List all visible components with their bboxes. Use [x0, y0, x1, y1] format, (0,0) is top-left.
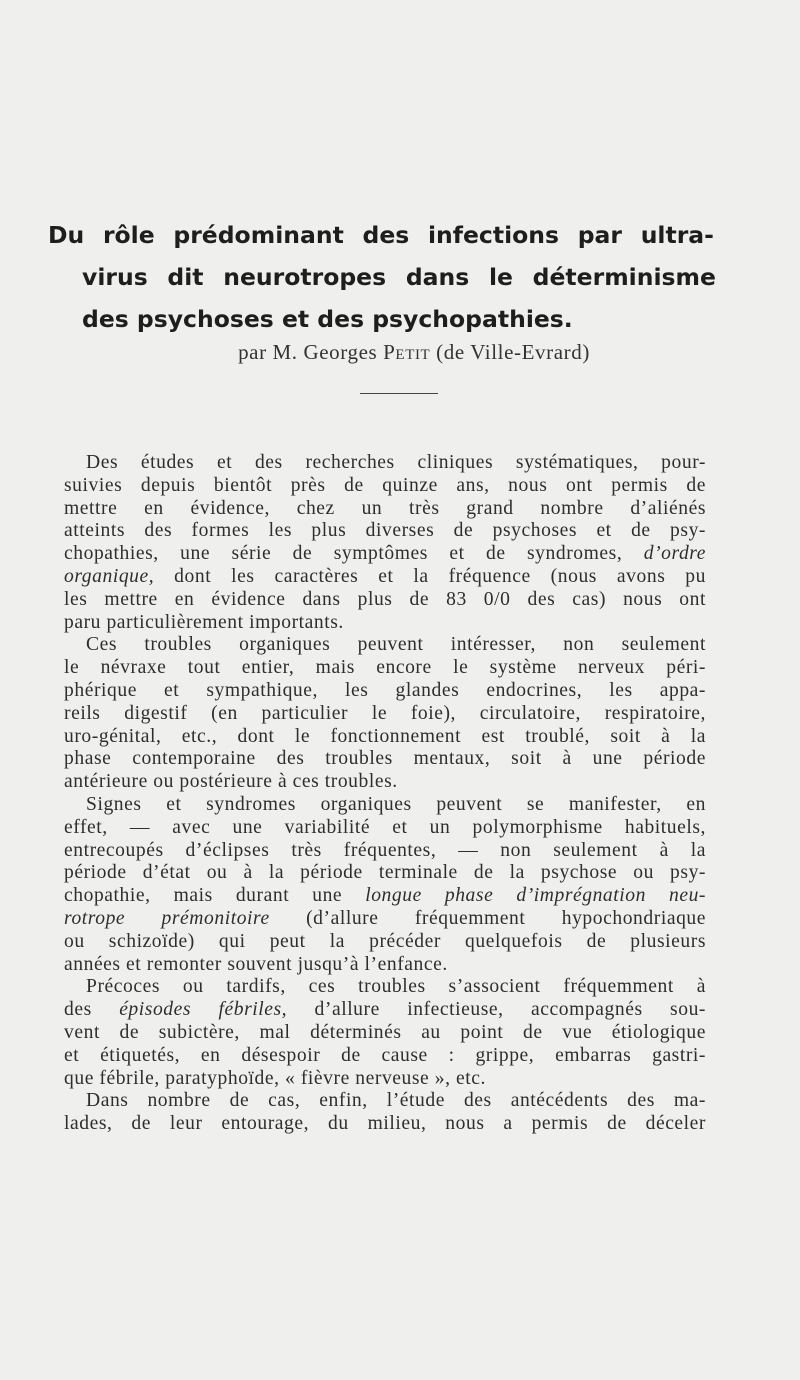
text-line: reils digestif (en particulier le foie), circulatoire, respiratoire,	[64, 702, 706, 724]
text-line: mettre en évidence, chez un très grand nombre d’aliénés	[64, 497, 706, 519]
title-line-2: virus dit neurotropes dans le déterminisme	[82, 263, 716, 291]
text-line: chopathie, mais durant une longue phase d’imprégnation neu-	[64, 885, 707, 907]
paragraph	[64, 1090, 706, 1136]
text-line: paru particulièrement importants.	[64, 611, 344, 633]
author-byline	[0, 340, 800, 365]
text-line: période d’état ou à la période terminale de la psychose ou psy-	[64, 862, 706, 884]
paragraph	[64, 452, 706, 634]
text-line: suivies depuis bientôt près de quinze ans, nous ont permis de	[64, 474, 706, 496]
separator-rule	[360, 393, 438, 394]
text-line: ou schizoïde) qui peut la précéder quelquefois de plusieurs	[64, 930, 706, 952]
text-line: les mettre en évidence dans plus de 83 0/0 des cas) nous ont	[64, 588, 706, 610]
emphasis-text: d’ordre	[643, 543, 706, 565]
paragraph	[64, 794, 706, 976]
text-line: uro-génital, etc., dont le fonctionnement est troublé, soit à la	[64, 725, 706, 747]
emphasis-text: longue phase d’imprégnation neu-	[365, 885, 707, 907]
byline-suffix: (de Ville-Evrard)	[430, 340, 590, 364]
text-line: phérique et sympathique, les glandes endocrines, les appa-	[64, 679, 706, 701]
text-line: lades, de leur entourage, du milieu, nous a permis de déceler	[64, 1113, 706, 1135]
text-line: que fébrile, paratyphoïde, « fièvre nerveuse », etc.	[64, 1067, 486, 1089]
text-line: antérieure ou postérieure à ces troubles.	[64, 771, 398, 793]
text-line: Dans nombre de cas, enfin, l’étude des antécédents des ma-	[86, 1090, 706, 1112]
text-line: chopathies, une série de symptômes et de syndromes, d’ordre	[64, 543, 706, 565]
text-line: phase contemporaine des troubles mentaux, soit à une période	[64, 748, 706, 770]
text-line: des épisodes fébriles, d’allure infectieuse, accompagnés sou-	[64, 999, 706, 1021]
text-line: effet, — avec une variabilité et un polymorphisme habituels,	[64, 816, 706, 838]
byline-prefix: par M. Georges	[238, 340, 384, 364]
article-body	[64, 452, 706, 1136]
text-line: rotrope prémonitoire (d’allure fréquemment hypochondriaque	[64, 907, 707, 929]
title-line-1: Du rôle prédominant des infections par ultra-	[48, 221, 714, 249]
text-line: entrecoupés d’éclipses très fréquentes, — non seulement à la	[64, 839, 706, 861]
title-line-3: des psychoses et des psychopathies.	[82, 305, 573, 333]
text-line: Signes et syndromes organiques peuvent se manifester, en	[86, 793, 706, 815]
text-line: Précoces ou tardifs, ces troubles s’associent fréquemment à	[86, 976, 706, 998]
text-line: Ces troubles organiques peuvent intéresser, non seulement	[86, 634, 706, 656]
text-line: atteints des formes les plus diverses de psychoses et de psy-	[64, 520, 706, 542]
text-line: le névraxe tout entier, mais encore le système nerveux péri-	[64, 657, 706, 679]
text-line: et étiquetés, en désespoir de cause : grippe, embarras gastri-	[64, 1044, 706, 1066]
author-surname: Petit	[383, 340, 431, 364]
text-line: vent de subictère, mal déterminés au point de vue étiologique	[64, 1021, 706, 1043]
text-line: organique, dont les caractères et la fréquence (nous avons pu	[64, 565, 706, 587]
emphasis-text: rotrope prémonitoire	[64, 907, 270, 929]
emphasis-text: organique,	[64, 565, 155, 587]
paragraph	[64, 976, 706, 1090]
text-line: années et remonter souvent jusqu’à l’enfance.	[64, 953, 448, 975]
paragraph	[64, 634, 706, 794]
text-line: Des études et des recherches cliniques systématiques, pour-	[86, 452, 706, 473]
emphasis-text: épisodes fébriles,	[119, 999, 288, 1021]
article-title	[48, 214, 768, 340]
